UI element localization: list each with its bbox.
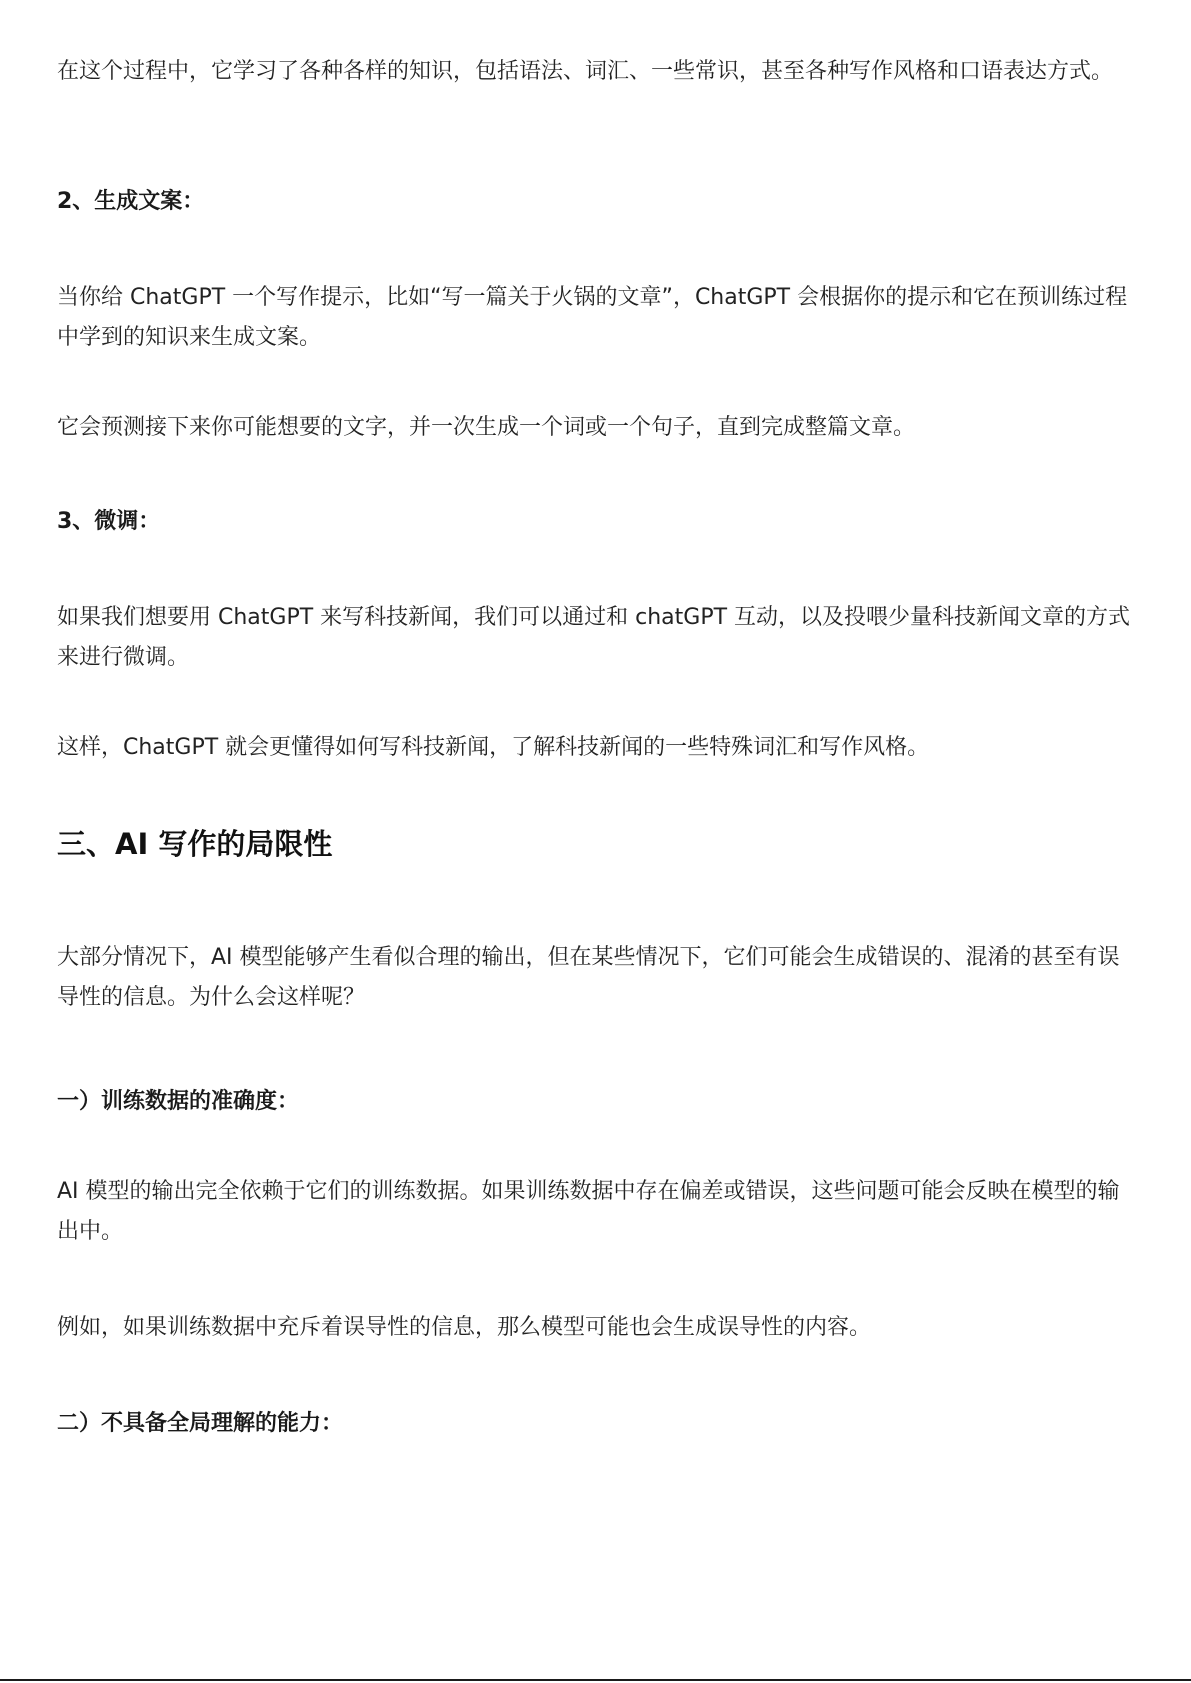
paragraph-tech-news-result: 这样，ChatGPT 就会更懂得如何写科技新闻，了解科技新闻的一些特殊词汇和写作风格。: [57, 735, 930, 760]
paragraph-learning: 在这个过程中，它学习了各种各样的知识，包括语法、词汇、一些常识，甚至各种写作风格和口语表达方式。: [57, 59, 1114, 84]
paragraph-prompt-example: 当你给 ChatGPT 一个写作提示，比如“写一篇关于火锅的文章”，ChatGPT 会根据你的提示和它在预训练过程中学到的知识来生成文案。: [57, 285, 1128, 350]
subheading-finetune: 3、微调：: [57, 509, 161, 534]
paragraph-misleading-example: 例如，如果训练数据中充斥着误导性的信息，那么模型可能也会生成误导性的内容。: [57, 1315, 872, 1340]
subheading-generate-copy: 2、生成文案：: [57, 189, 205, 214]
subheading-global-understanding: 二）不具备全局理解的能力：: [57, 1411, 344, 1436]
paragraph-tech-news: 如果我们想要用 ChatGPT 来写科技新闻，我们可以通过和 chatGPT 互动，以及投喂少量科技新闻文章的方式来进行微调。: [57, 605, 1131, 670]
paragraph-misleading-output: 大部分情况下，AI 模型能够产生看似合理的输出，但在某些情况下，它们可能会生成错误的、混淆的甚至有误导性的信息。为什么会这样呢？: [57, 945, 1120, 1010]
section-heading-limitations: 三、AI 写作的局限性: [57, 827, 333, 861]
paragraph-predict-text: 它会预测接下来你可能想要的文字，并一次生成一个词或一个句子，直到完成整篇文章。: [57, 415, 916, 440]
paragraph-training-data-bias: AI 模型的输出完全依赖于它们的训练数据。如果训练数据中存在偏差或错误，这些问题可能会反映在模型的输出中。: [57, 1179, 1120, 1244]
bottom-divider: [0, 1679, 1191, 1681]
subheading-data-accuracy: 一）训练数据的准确度：: [57, 1089, 300, 1114]
